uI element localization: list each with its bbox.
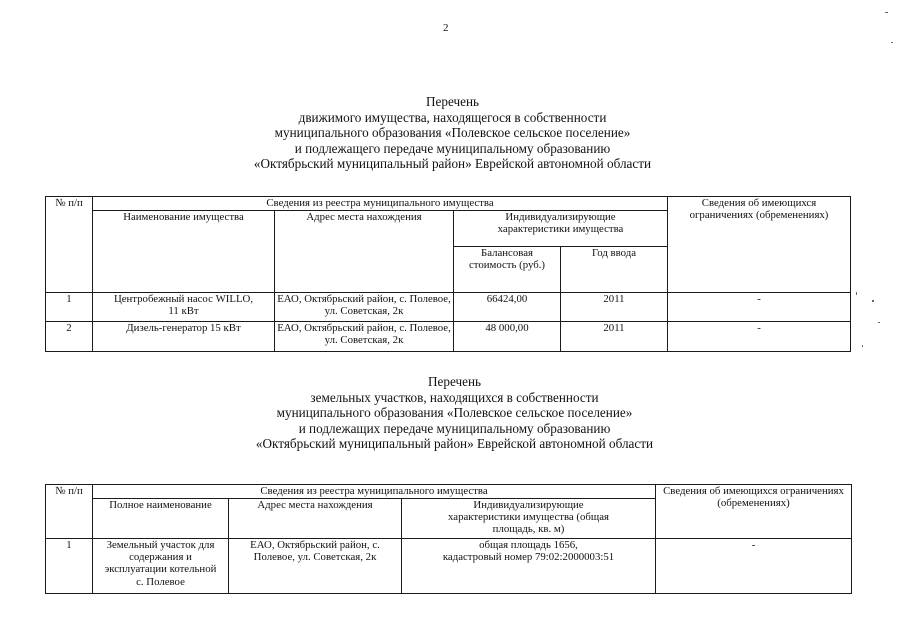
heading-line: «Октябрьский муниципальный район» Еврейской автономной области (253, 156, 652, 171)
header-characteristics: Индивидуализирующие характеристики имущества (454, 211, 668, 247)
heading-line: и подлежащих передаче муниципальному образованию (298, 420, 611, 436)
row-num: 1 (46, 293, 93, 322)
row-address: ЕАО, Октябрьский район, с. Полевое, ул. Советская, 2к (275, 293, 454, 322)
row-num: 2 (46, 322, 93, 352)
scan-artifact (885, 12, 888, 13)
row-name: Земельный участок для содержания и эксплуатации котельной с. Полевое (93, 539, 229, 594)
cadastral-number: кадастровый номер 79:02:2000003:51 (442, 551, 615, 564)
movable-property-table (45, 196, 851, 352)
header-year: Год ввода (561, 247, 668, 293)
row-balance-value: 66424,00 (454, 293, 561, 322)
row-name: Центробежный насос WILLO, 11 кВт (93, 293, 275, 322)
header-restrictions: Сведения об имеющихся ограничениях (обременениях) (656, 485, 852, 539)
scan-artifact (862, 345, 863, 347)
row-num: 1 (46, 539, 93, 594)
header-name: Полное наименование (93, 499, 229, 539)
header-num: № п/п (46, 197, 93, 293)
heading-line: движимого имущества, находящегося в собственности (298, 109, 607, 125)
row-balance-value: 48 000,00 (454, 322, 561, 352)
scan-artifact (878, 322, 880, 323)
header-name: Наименование имущества (93, 211, 275, 293)
table-row (46, 293, 851, 322)
header-balance-value: Балансовая стоимость (руб.) (454, 247, 561, 293)
row-year: 2011 (561, 293, 668, 322)
heading-line: земельных участков, находящихся в собственности (310, 389, 599, 405)
land-plots-heading (2, 374, 905, 452)
row-address: ЕАО, Октябрьский район, с. Полевое, ул. Советская, 2к (275, 322, 454, 352)
page-number: 2 (443, 22, 449, 34)
header-address: Адрес места нахождения (275, 211, 454, 293)
heading-line: муниципального образования «Полевское сельское поселение» (276, 405, 633, 420)
row-name: Дизель-генератор 15 кВт (93, 322, 275, 352)
scan-artifact (891, 42, 893, 43)
header-registry: Сведения из реестра муниципального имущества (93, 197, 668, 211)
header-restrictions: Сведения об имеющихся ограничениях (обременениях) (668, 197, 851, 293)
row-year: 2011 (561, 322, 668, 352)
header-characteristics: Индивидуализирующие характеристики имущества (общая площадь, кв. м) (402, 499, 656, 539)
heading-line: Перечень (425, 94, 480, 109)
row-address: ЕАО, Октябрьский район, с. Полевое, ул. Советская, 2к (229, 539, 402, 594)
header-address: Адрес места нахождения (229, 499, 402, 539)
heading-line: Перечень (427, 374, 482, 389)
land-plots-table (45, 484, 852, 594)
header-registry: Сведения из реестра муниципального имущества (93, 485, 656, 499)
movable-property-heading (0, 94, 905, 172)
scan-artifact (856, 292, 857, 295)
scan-artifact (872, 300, 874, 302)
heading-line: «Октябрьский муниципальный район» Еврейской автономной области (255, 436, 654, 451)
row-restrictions: - (668, 322, 851, 352)
header-num: № п/п (46, 485, 93, 539)
table-row (46, 539, 852, 594)
row-restrictions: - (668, 293, 851, 322)
area-text: общая площадь 1656, (479, 539, 578, 551)
heading-line: и подлежащего передаче муниципальному образованию (294, 140, 611, 156)
table-row (46, 322, 851, 352)
row-restrictions: - (656, 539, 852, 594)
row-characteristics (402, 539, 656, 594)
heading-line: муниципального образования «Полевское сельское поселение» (274, 125, 631, 140)
